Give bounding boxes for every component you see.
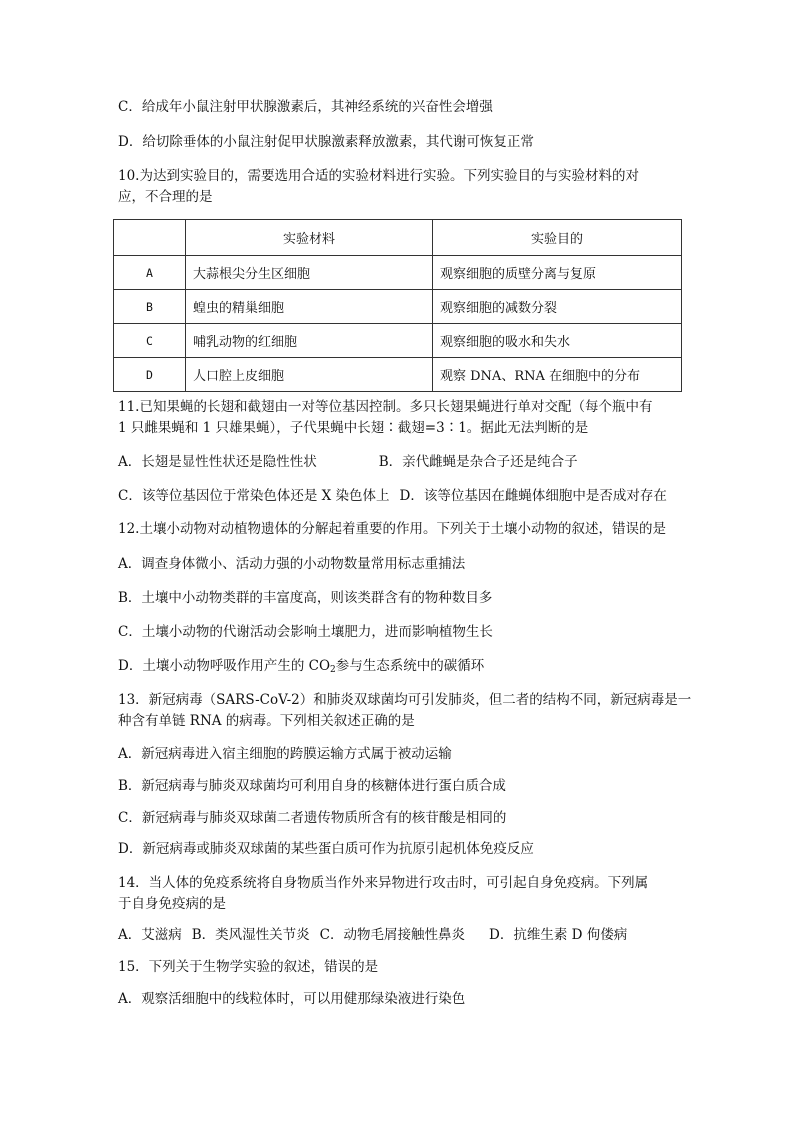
q9-option-c: C．给成年小鼠注射甲状腺激素后，其神经系统的兴奋性会增强 xyxy=(118,99,493,115)
row-letter: B xyxy=(114,290,186,324)
table-row xyxy=(114,358,682,392)
q11-options-ab xyxy=(118,453,578,471)
q11-option-d: D．该等位基因在雌蝇体细胞中是否成对存在 xyxy=(399,488,667,504)
table-header-blank xyxy=(114,220,186,256)
q14-option-b: B．类风湿性关节炎 xyxy=(191,927,310,943)
q13-option-b: B．新冠病毒与肺炎双球菌均可利用自身的核糖体进行蛋白质合成 xyxy=(118,778,506,794)
q12-option-b: B．土壤中小动物类群的丰富度高，则该类群含有的物种数目多 xyxy=(118,590,493,606)
row-letter: D xyxy=(114,358,186,392)
row-letter: A xyxy=(114,256,186,290)
q12-option-d-text: D．土壤小动物呼吸作用产生的 CO xyxy=(118,658,331,674)
table-row xyxy=(114,324,682,358)
table-header-material: 实验材料 xyxy=(186,220,433,256)
q14-option-d: D．抗维生素 D 佝偻病 xyxy=(489,927,628,943)
row-purpose: 观察细胞的质壁分离与复原 xyxy=(433,256,682,290)
q14-option-a: A．艾滋病 xyxy=(118,927,182,943)
q11-stem-line2: 1 只雌果蝇和 1 只雄果蝇），子代果蝇中长翅∶截翅=3∶1。据此无法判断的是 xyxy=(118,420,589,436)
row-purpose: 观察细胞的减数分裂 xyxy=(433,290,682,324)
row-purpose: 观察细胞的吸水和失水 xyxy=(433,324,682,358)
q10-stem-line1: 10.为达到实验目的，需要选用合适的实验材料进行实验。下列实验目的与实验材料的对 xyxy=(118,168,639,184)
table-header-purpose: 实验目的 xyxy=(433,220,682,256)
row-purpose: 观察 DNA、RNA 在细胞中的分布 xyxy=(433,358,682,392)
q12-stem: 12.土壤小动物对动植物遗体的分解起着重要的作用。下列关于土壤小动物的叙述，错误的是 xyxy=(118,521,666,537)
row-letter: C xyxy=(114,324,186,358)
q13-stem-line1: 13．新冠病毒（SARS-CoV-2）和肺炎双球菌均可引发肺炎，但二者的结构不同，新冠病毒是一 xyxy=(118,692,692,708)
row-material: 人口腔上皮细胞 xyxy=(186,358,433,392)
q11-option-a: A．长翅是显性性状还是隐性性状 xyxy=(118,454,317,470)
q12-option-c: C．土壤小动物的代谢活动会影响土壤肥力，进而影响植物生长 xyxy=(118,624,493,640)
q10-stem-line2: 应，不合理的是 xyxy=(118,189,213,205)
q13-option-a: A．新冠病毒进入宿主细胞的跨膜运输方式属于被动运输 xyxy=(118,746,452,762)
q14-stem-line2: 于自身免疫病的是 xyxy=(118,896,226,912)
q13-option-d: D．新冠病毒或肺炎双球菌的某些蛋白质可作为抗原引起机体免疫反应 xyxy=(118,841,534,857)
co2-subscript: 2 xyxy=(330,665,336,675)
q11-option-b: B．亲代雌蝇是杂合子还是纯合子 xyxy=(378,454,578,470)
q12-option-d xyxy=(118,657,484,675)
row-material: 哺乳动物的红细胞 xyxy=(186,324,433,358)
q11-stem-line1: 11.已知果蝇的长翅和截翅由一对等位基因控制。多只长翅果蝇进行单对交配（每个瓶中有 xyxy=(118,399,653,415)
q11-option-c: C．该等位基因位于常染色体还是 X 染色体上 xyxy=(118,488,390,504)
q14-options xyxy=(118,926,627,944)
q15-option-a: A．观察活细胞中的线粒体时，可以用健那绿染液进行染色 xyxy=(118,991,466,1007)
q14-option-c: C．动物毛屑接触性鼻炎 xyxy=(319,927,466,943)
q14-stem-line1: 14．当人体的免疫系统将自身物质当作外来异物进行攻击时，可引起自身免疫病。下列属 xyxy=(118,875,649,891)
q11-options-cd xyxy=(118,487,667,505)
q13-stem-line2: 种含有单链 RNA 的病毒。下列相关叙述正确的是 xyxy=(118,713,415,729)
q10-table xyxy=(113,219,682,392)
q12-option-a: A．调查身体微小、活动力强的小动物数量常用标志重捕法 xyxy=(118,556,466,572)
table-row xyxy=(114,290,682,324)
row-material: 蝗虫的精巢细胞 xyxy=(186,290,433,324)
q9-option-d: D．给切除垂体的小鼠注射促甲状腺激素释放激素，其代谢可恢复正常 xyxy=(118,134,534,150)
q12-option-d-text-end: 参与生态系统中的碳循环 xyxy=(335,658,485,674)
row-material: 大蒜根尖分生区细胞 xyxy=(186,256,433,290)
table-row xyxy=(114,256,682,290)
table-header-row xyxy=(114,220,682,256)
q15-stem: 15．下列关于生物学实验的叙述，错误的是 xyxy=(118,959,379,975)
q13-option-c: C．新冠病毒与肺炎双球菌二者遗传物质所含有的核苷酸是相同的 xyxy=(118,810,507,826)
